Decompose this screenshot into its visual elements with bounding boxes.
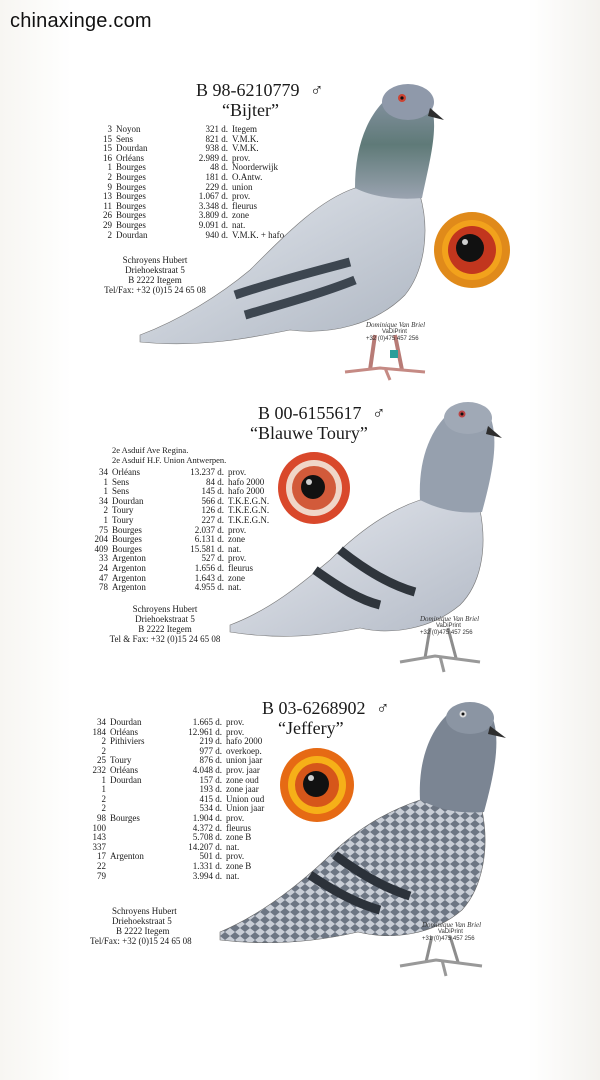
result-place: 2 [101, 736, 106, 747]
owner-phone: Tel & Fax: +32 (0)15 24 65 08 [109, 634, 221, 644]
ring-number: B 00-6155617 ♂ [258, 403, 386, 423]
result-place: 2 [101, 803, 106, 814]
owner-name: Schroyens Hubert [132, 604, 198, 614]
result-birds: 5.708 d. [192, 832, 222, 843]
result-location: Toury [112, 514, 134, 525]
photographer-name: Dominique Van Briel [366, 321, 426, 329]
result-place: 2 [101, 745, 106, 756]
studio-name: VaDiPrint [436, 623, 461, 629]
result-category: prov. [228, 553, 247, 564]
owner-street: Driehoekstraat 5 [135, 614, 195, 624]
result-place: 33 [99, 553, 108, 564]
result-category: union jaar [226, 755, 263, 766]
result-location: Dourdan [110, 717, 142, 727]
result-place: 9 [107, 181, 112, 192]
result-location: Orléans [110, 764, 138, 775]
result-location: Bourges [112, 543, 142, 554]
result-category: zone oud [226, 774, 259, 785]
studio-name: VaDiPrint [382, 329, 407, 335]
result-location: Bourges [116, 171, 146, 182]
result-location: Bourges [116, 162, 146, 173]
result-place: 34 [97, 717, 106, 727]
result-birds: 4.955 d. [194, 582, 224, 593]
result-place: 25 [97, 755, 106, 766]
result-place: 1 [103, 486, 108, 497]
photographer-name: Dominique Van Briel [422, 921, 482, 929]
result-birds: 527 d. [201, 553, 224, 564]
result-location: Argenton [110, 851, 144, 862]
result-birds: 1.643 d. [194, 572, 224, 583]
result-location: Dourdan [116, 229, 148, 240]
result-place: 98 [97, 812, 106, 823]
result-birds: 9.091 d. [198, 219, 228, 230]
result-place: 409 [94, 543, 108, 554]
result-place: 3 [107, 124, 112, 134]
result-location [108, 824, 172, 834]
result-category: Noorderwijk [232, 162, 278, 173]
result-birds: 876 d. [199, 755, 222, 766]
pigeon-name: “Blauwe Toury” [250, 423, 368, 443]
result-place: 26 [103, 210, 112, 221]
result-place: 143 [92, 832, 106, 843]
result-birds: 3.348 d. [198, 200, 228, 211]
result-place: 2 [107, 229, 112, 240]
result-birds: 940 d. [205, 229, 228, 240]
result-category: T.K.E.G.N. [228, 495, 270, 506]
result-category: prov. [226, 717, 245, 727]
result-location: Bourges [116, 181, 146, 192]
photo-credit [422, 922, 512, 943]
result-location: Bourges [116, 200, 146, 211]
result-place: 2 [101, 793, 106, 804]
result-location: Dourdan [110, 774, 142, 785]
result-place: 16 [103, 152, 112, 163]
result-location [108, 833, 172, 843]
owner-name: Schroyens Hubert [112, 906, 177, 916]
result-category: Union jaar [226, 803, 265, 814]
result-place: 17 [97, 851, 106, 862]
result-birds: 227 d. [201, 514, 224, 525]
owner-phone: Tel/Fax: +32 (0)15 24 65 08 [104, 285, 206, 295]
photographer-name: Dominique Van Briel [420, 615, 480, 623]
result-category: nat. [232, 219, 246, 230]
owner-name: Schroyens Hubert [122, 255, 188, 265]
result-birds: 48 d. [210, 162, 228, 173]
result-location: Pithiviers [110, 736, 145, 747]
result-location: Bourges [116, 219, 146, 230]
result-birds: 193 d. [199, 784, 222, 795]
result-birds: 181 d. [205, 171, 228, 182]
result-location: Sens [112, 476, 130, 487]
studio-phone: +32 (0)475 457 256 [366, 336, 419, 342]
ring-number: B 03-6268902 ♂ [262, 698, 390, 718]
result-location: Bourges [112, 524, 142, 535]
result-place: 78 [99, 582, 108, 593]
result-place: 34 [99, 467, 108, 477]
result-location: Orléans [112, 467, 140, 477]
result-birds: 3.809 d. [198, 210, 228, 221]
owner-city: B 2222 Itegem [128, 275, 182, 285]
result-category: zone B [226, 832, 252, 843]
result-location: Orléans [110, 726, 138, 737]
result-category: prov. [226, 726, 245, 737]
result-category: prov. [226, 812, 245, 823]
result-category: overkoep. [226, 745, 262, 756]
result-category: hafo 2000 [228, 476, 265, 487]
studio-phone: +31 (0)475 457 256 [422, 936, 475, 942]
result-place: 79 [97, 870, 106, 881]
result-location: Argenton [112, 562, 146, 573]
owner-street: Driehoekstraat 5 [125, 265, 185, 275]
result-category: nat. [226, 841, 240, 852]
result-birds: 12.961 d. [188, 726, 222, 737]
result-location: Bourges [116, 191, 146, 202]
result-place: 15 [103, 143, 112, 154]
result-birds: 4.048 d. [192, 764, 222, 775]
result-place: 22 [97, 860, 106, 871]
ring-number: B 98-6210779 ♂ [196, 80, 324, 100]
title-line: 2e Asduif H.F. Union Antwerpen. [112, 455, 227, 465]
result-location: Dourdan [112, 495, 144, 506]
result-category: zone jaar [226, 784, 259, 795]
studio-name: VaDiPrint [438, 929, 463, 935]
result-birds: 145 d. [201, 486, 224, 497]
male-symbol: ♂ [376, 698, 390, 718]
result-place: 232 [92, 764, 106, 775]
result-birds: 501 d. [199, 851, 222, 862]
owner-phone: Tel/Fax: +32 (0)15 24 65 08 [90, 936, 192, 946]
result-place: 47 [99, 572, 108, 583]
result-category: hafo 2000 [226, 736, 263, 747]
result-category: prov. [228, 524, 247, 535]
result-location: Toury [110, 755, 132, 766]
result-location: Orléans [116, 152, 144, 163]
result-place: 24 [99, 562, 108, 573]
result-birds: 1.904 d. [192, 812, 222, 823]
result-place: 29 [103, 219, 112, 230]
result-location [108, 795, 172, 805]
result-place: 75 [99, 524, 108, 535]
result-place: 337 [92, 841, 106, 852]
result-birds: 1.656 d. [194, 562, 224, 573]
result-place: 1 [103, 476, 108, 487]
result-category: prov. [228, 467, 247, 477]
result-place: 34 [99, 495, 108, 506]
result-birds: 938 d. [205, 143, 228, 154]
result-birds: 821 d. [205, 133, 228, 144]
result-category: prov. jaar [226, 764, 260, 775]
result-location: Argenton [112, 582, 146, 593]
result-birds: 14.207 d. [188, 841, 222, 852]
result-category: V.M.K. + hafo [232, 229, 285, 240]
result-place: 2 [107, 171, 112, 182]
result-location [108, 862, 172, 872]
result-place: 11 [103, 200, 112, 211]
result-birds: 534 d. [199, 803, 222, 814]
result-birds: 415 d. [199, 793, 222, 804]
studio-phone: +32 (0)475 457 256 [420, 630, 473, 636]
title-line: 2e Asduif Ave Regina. [112, 445, 189, 455]
owner-city: B 2222 Itegem [138, 624, 192, 634]
result-category: zone [232, 210, 249, 221]
result-birds: 4.372 d. [192, 822, 222, 833]
result-category: union [232, 181, 253, 192]
male-symbol: ♂ [372, 403, 386, 423]
result-category: prov. [232, 191, 251, 202]
result-location: Bourges [112, 534, 142, 545]
result-category: fleurus [226, 822, 251, 833]
result-birds: 2.037 d. [194, 524, 224, 535]
result-location: Sens [116, 133, 134, 144]
result-birds: 84 d. [206, 476, 224, 487]
result-location [108, 872, 172, 882]
result-location: Argenton [112, 553, 146, 564]
result-location: Bourges [110, 812, 140, 823]
result-category: prov. [232, 152, 251, 163]
result-category: V.M.K. [232, 143, 259, 154]
result-place: 1 [107, 162, 112, 173]
result-category: prov. [226, 851, 245, 862]
pigeon-name: “Jeffery” [278, 718, 344, 738]
result-birds: 15.581 d. [190, 543, 224, 554]
result-location: Bourges [116, 210, 146, 221]
result-category: zone [228, 572, 245, 583]
result-category: nat. [228, 582, 242, 593]
result-category: nat. [226, 870, 240, 881]
result-birds: 126 d. [201, 505, 224, 516]
result-category: Itegem [232, 124, 257, 134]
result-place: 1 [101, 774, 106, 785]
result-location: Argenton [112, 572, 146, 583]
result-birds: 13.237 d. [190, 467, 224, 477]
result-category: fleurus [232, 200, 257, 211]
male-symbol: ♂ [310, 80, 324, 100]
result-location [108, 785, 172, 795]
result-place: 2 [103, 505, 108, 516]
result-birds: 1.331 d. [192, 860, 222, 871]
result-location: Dourdan [116, 143, 148, 154]
result-location: Sens [112, 486, 130, 497]
result-place: 100 [92, 822, 106, 833]
result-place: 13 [103, 191, 112, 202]
result-birds: 977 d. [199, 745, 222, 756]
result-birds: 1.665 d. [192, 717, 222, 727]
result-category: T.K.E.G.N. [228, 514, 270, 525]
result-category: V.M.K. [232, 133, 259, 144]
result-place: 1 [101, 784, 106, 795]
result-category: hafo 2000 [228, 486, 265, 497]
result-birds: 3.994 d. [192, 870, 222, 881]
result-birds: 219 d. [199, 736, 222, 747]
result-place: 1 [103, 514, 108, 525]
result-category: zone [228, 534, 245, 545]
result-birds: 1.067 d. [198, 191, 228, 202]
result-category: Union oud [226, 793, 265, 804]
owner-street: Driehoekstraat 5 [112, 916, 172, 926]
result-place: 204 [94, 534, 108, 545]
site-watermark: chinaxinge.com [10, 10, 152, 32]
result-category: nat. [228, 543, 242, 554]
result-category: O.Antw. [232, 171, 263, 182]
result-birds: 321 d. [205, 124, 228, 134]
pigeon-name: “Bijter” [222, 100, 279, 120]
result-category: zone B [226, 860, 252, 871]
owner-city: B 2222 Itegem [116, 926, 170, 936]
result-location: Toury [112, 505, 134, 516]
result-birds: 157 d. [199, 774, 222, 785]
result-birds: 229 d. [205, 181, 228, 192]
result-birds: 566 d. [201, 495, 224, 506]
result-location: Noyon [116, 124, 141, 134]
result-place: 15 [103, 133, 112, 144]
result-birds: 6.131 d. [194, 534, 224, 545]
result-place: 184 [92, 726, 106, 737]
result-category: fleurus [228, 562, 253, 573]
result-birds: 2.989 d. [198, 152, 228, 163]
result-category: T.K.E.G.N. [228, 505, 270, 516]
